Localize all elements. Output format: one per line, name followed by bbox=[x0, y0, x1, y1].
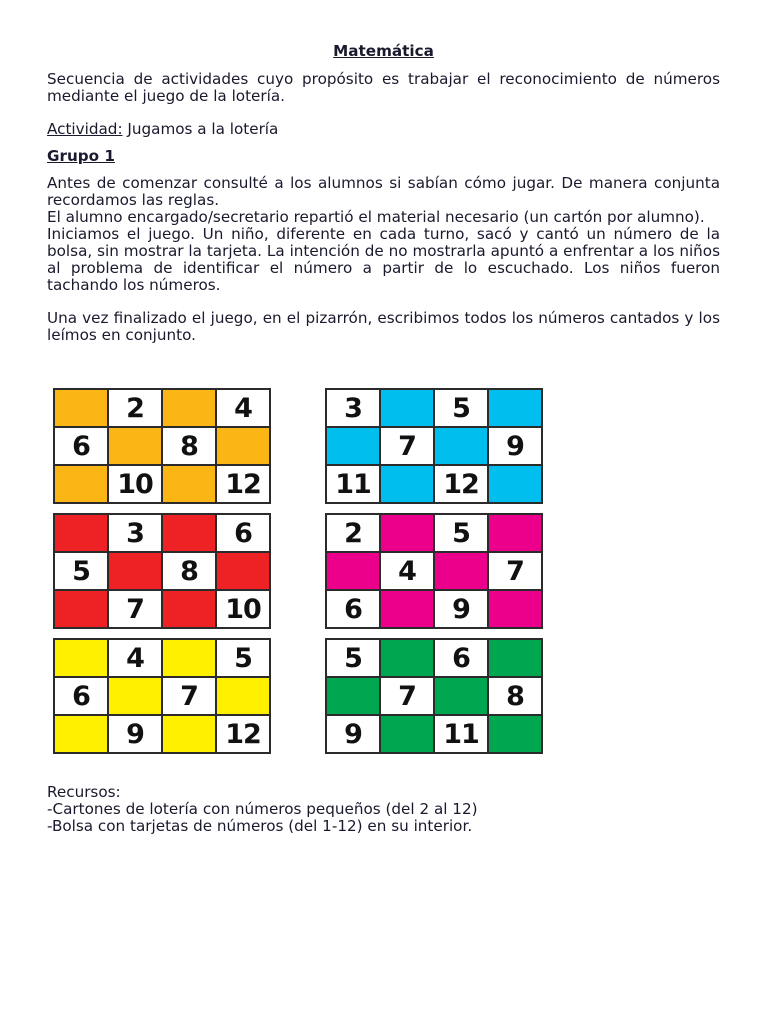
number-cell: 4 bbox=[381, 553, 433, 589]
colored-cell bbox=[55, 716, 107, 752]
resources-heading: Recursos: bbox=[47, 783, 121, 801]
number-cell: 12 bbox=[217, 716, 269, 752]
page-title: Matemática bbox=[333, 42, 434, 60]
number-cell: 6 bbox=[55, 678, 107, 714]
colored-cell bbox=[55, 390, 107, 426]
colored-cell bbox=[109, 678, 161, 714]
number-cell: 6 bbox=[435, 640, 487, 676]
paragraph-rules: Antes de comenzar consulté a los alumnos si sabían cómo jugar. De manera conjunta recordamos las reglas. bbox=[47, 174, 720, 209]
colored-cell bbox=[381, 716, 433, 752]
colored-cell bbox=[163, 515, 215, 551]
number-cell: 11 bbox=[327, 466, 379, 502]
number-cell: 4 bbox=[217, 390, 269, 426]
number-cell: 12 bbox=[435, 466, 487, 502]
number-cell: 6 bbox=[217, 515, 269, 551]
number-cell: 6 bbox=[327, 591, 379, 627]
number-cell: 7 bbox=[381, 428, 433, 464]
colored-cell bbox=[55, 515, 107, 551]
number-cell: 7 bbox=[381, 678, 433, 714]
number-cell: 9 bbox=[435, 591, 487, 627]
colored-cell bbox=[489, 716, 541, 752]
group-heading: Grupo 1 bbox=[47, 147, 115, 165]
colored-cell bbox=[217, 678, 269, 714]
colored-cell bbox=[163, 466, 215, 502]
colored-cell bbox=[381, 390, 433, 426]
colored-cell bbox=[55, 591, 107, 627]
colored-cell bbox=[55, 640, 107, 676]
number-cell: 6 bbox=[55, 428, 107, 464]
paragraph-conclusion: Una vez finalizado el juego, en el pizarrón, escribimos todos los números cantados y los leímos en conjunto. bbox=[47, 309, 720, 344]
colored-cell bbox=[381, 591, 433, 627]
number-cell: 5 bbox=[435, 390, 487, 426]
lottery-boards bbox=[53, 388, 545, 756]
colored-cell bbox=[163, 390, 215, 426]
colored-cell bbox=[55, 466, 107, 502]
number-cell: 10 bbox=[109, 466, 161, 502]
number-cell: 5 bbox=[217, 640, 269, 676]
number-cell: 2 bbox=[109, 390, 161, 426]
number-cell: 7 bbox=[489, 553, 541, 589]
activity-line bbox=[47, 121, 720, 138]
colored-cell bbox=[217, 428, 269, 464]
colored-cell bbox=[109, 428, 161, 464]
colored-cell bbox=[489, 390, 541, 426]
lottery-board-green bbox=[325, 638, 543, 754]
colored-cell bbox=[381, 466, 433, 502]
number-cell: 8 bbox=[163, 553, 215, 589]
lottery-board-blue bbox=[325, 388, 543, 504]
number-cell: 9 bbox=[327, 716, 379, 752]
paragraph-game: Iniciamos el juego. Un niño, diferente en cada turno, sacó y cantó un número de la bolsa, sin mostrar la tarjeta. La intención de no mostrarla apuntó a enfrentar a los niños al problema de identificar el número a partir de lo escuchado. Los niños fueron tachando los números. bbox=[47, 225, 720, 294]
number-cell: 9 bbox=[109, 716, 161, 752]
number-cell: 8 bbox=[163, 428, 215, 464]
colored-cell bbox=[489, 466, 541, 502]
colored-cell bbox=[381, 640, 433, 676]
number-cell: 2 bbox=[327, 515, 379, 551]
resource-item: -Cartones de lotería con números pequeños (del 2 al 12) bbox=[47, 800, 478, 818]
colored-cell bbox=[489, 515, 541, 551]
number-cell: 3 bbox=[327, 390, 379, 426]
colored-cell bbox=[109, 553, 161, 589]
number-cell: 11 bbox=[435, 716, 487, 752]
colored-cell bbox=[327, 428, 379, 464]
lottery-board-pink bbox=[325, 513, 543, 629]
colored-cell bbox=[327, 553, 379, 589]
number-cell: 5 bbox=[327, 640, 379, 676]
intro-paragraph: Secuencia de actividades cuyo propósito es trabajar el reconocimiento de números mediante el juego de la lotería. bbox=[47, 70, 720, 105]
colored-cell bbox=[489, 591, 541, 627]
colored-cell bbox=[435, 428, 487, 464]
number-cell: 12 bbox=[217, 466, 269, 502]
colored-cell bbox=[163, 640, 215, 676]
colored-cell bbox=[217, 553, 269, 589]
document-body bbox=[47, 42, 720, 344]
activity-text: Jugamos a la lotería bbox=[122, 120, 279, 138]
paragraph-material: El alumno encargado/secretario repartió el material necesario (un cartón por alumno). bbox=[47, 208, 705, 226]
colored-cell bbox=[489, 640, 541, 676]
lottery-board-orange bbox=[53, 388, 271, 504]
lottery-board-yellow bbox=[53, 638, 271, 754]
number-cell: 7 bbox=[109, 591, 161, 627]
colored-cell bbox=[435, 678, 487, 714]
resource-item: -Bolsa con tarjetas de números (del 1-12) en su interior. bbox=[47, 817, 473, 835]
number-cell: 7 bbox=[163, 678, 215, 714]
colored-cell bbox=[163, 716, 215, 752]
colored-cell bbox=[327, 678, 379, 714]
colored-cell bbox=[163, 591, 215, 627]
activity-label: Actividad: bbox=[47, 120, 123, 138]
number-cell: 10 bbox=[217, 591, 269, 627]
resources-section bbox=[47, 784, 720, 835]
number-cell: 8 bbox=[489, 678, 541, 714]
colored-cell bbox=[381, 515, 433, 551]
colored-cell bbox=[435, 553, 487, 589]
number-cell: 9 bbox=[489, 428, 541, 464]
number-cell: 4 bbox=[109, 640, 161, 676]
number-cell: 5 bbox=[435, 515, 487, 551]
number-cell: 3 bbox=[109, 515, 161, 551]
number-cell: 5 bbox=[55, 553, 107, 589]
lottery-board-red bbox=[53, 513, 271, 629]
